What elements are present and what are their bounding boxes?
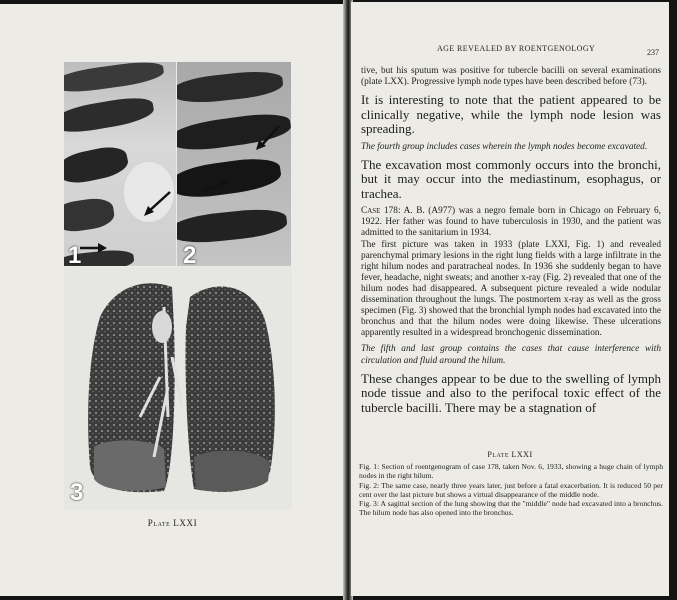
plate-caption: Plate LXXI <box>147 518 198 528</box>
figure-2-number: 2 <box>183 242 197 266</box>
page-number: 237 <box>647 48 659 57</box>
figure-3-number: 3 <box>70 479 84 506</box>
caption-fig-3: Fig. 3: A sagittal section of the lung showing that the "middle" node had excavated into a bronchus. The hilum node has also opened into the bronchus. <box>359 499 663 517</box>
body-text <box>361 66 661 415</box>
paragraph-2: It is interesting to note that the patient appeared to be clinically negative, while the lymph node lesion was spreading. <box>361 92 661 137</box>
arrow-icon <box>201 178 231 196</box>
paragraph-4: The excavation most commonly occurs into the bronchi, but it may occur into the mediastinum, esophagus, or trachea. <box>361 156 661 201</box>
paragraph-7: The fifth and last group contains the cases that cause interference with circulation and fluid around the hilum. <box>361 344 661 366</box>
figure-1-xray <box>64 62 176 266</box>
arrow-icon <box>78 240 108 256</box>
paragraph-6: The first picture was taken in 1933 (plate LXXI, Fig. 1) and revealed parenchymal primary lesions in the right lung fields with a large infiltrate in the right hilum nodes and paratracheal nodes. In 1936 she suddenly began to have fever, headache, night sweats; and another x-ray (Fig. 2) revealed that one of the hilum nodes had disappeared. A subsequent picture revealed a wide nodular dissemination throughout the lungs. The postmortem x-ray as well as the gross specimen (Fig. 3) showed that the bronchial lymph nodes had excavated into the bronchus and that the hilum nodes were doing likewise. These ulcerations apparently resulted in a widespread bronchogenic dissemination. <box>361 239 661 339</box>
lung-specimen-image <box>64 267 292 510</box>
caption-fig-1: Fig. 1: Section of roentgenogram of case 178, taken Nov. 6, 1933, showing a huge chain of lymph nodes in the right hilum. <box>359 462 663 480</box>
arrow-icon <box>142 190 172 218</box>
paragraph-8: These changes appear to be due to the swelling of lymph node tissue and also to the perifocal toxic effect of the tubercle bacilli. There may be a stagnation of <box>361 370 661 415</box>
figure-1-number: 1 <box>68 242 82 266</box>
case-text: A. B. (A977) was a negro female born in Chicago on February 6, 1922. Her father was found to have tuberculosis in 1930, and the patient was admitted to the sanitarium in 1934. <box>361 206 661 239</box>
left-page <box>0 4 345 596</box>
case-paragraph <box>361 206 661 239</box>
figure-2-xray <box>177 62 291 266</box>
right-page <box>351 2 669 596</box>
figure-3-lung-section <box>64 267 292 510</box>
paragraph-3: The fourth group includes cases wherein the lymph nodes become excavated. <box>361 141 648 152</box>
figure-captions <box>359 462 663 518</box>
paragraph-1: tive, but his sputum was positive for tubercle bacilli on several examinations (plate LXX). Progressive lymph node types have been described before (73). <box>361 66 661 88</box>
arrow-icon <box>253 124 283 152</box>
caption-fig-2: Fig. 2: The same case, nearly three years later, just before a fatal exacerbation. It is reduced 50 per cent over the last picture but shows a virtual disappearance of the middle node. <box>359 480 663 499</box>
running-head: AGE REVEALED BY ROENTGENOLOGY <box>437 44 596 53</box>
captions-title: Plate LXXI <box>487 450 533 459</box>
case-label: Case 178: <box>361 206 401 217</box>
